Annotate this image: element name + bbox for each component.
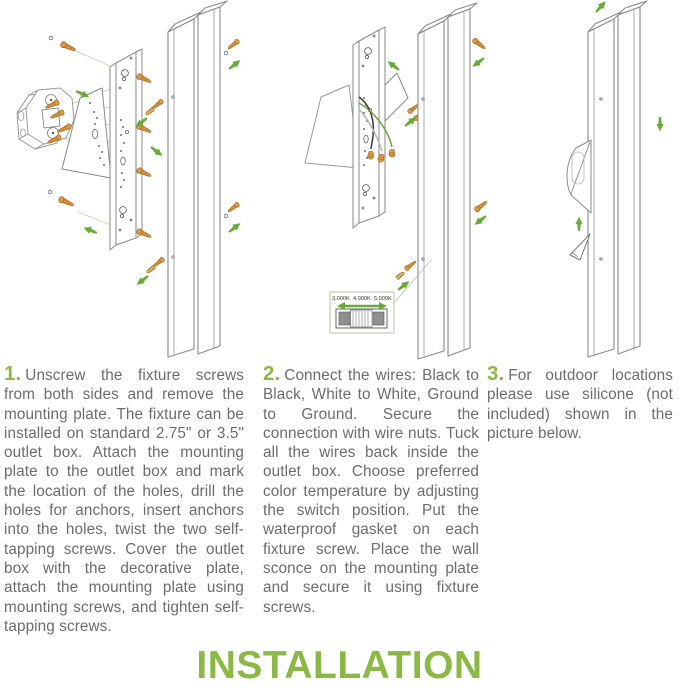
washer-marker (224, 214, 228, 218)
silicone-tube (570, 234, 590, 260)
arrow-icon (385, 58, 401, 73)
screw-icon (136, 228, 152, 240)
step-2-instructions (263, 364, 479, 617)
wall-sconce-fixture (418, 3, 477, 359)
wall-sconce-fixture (588, 1, 647, 357)
step-1-number: 1. (4, 362, 22, 385)
step-3-number: 3. (487, 362, 505, 385)
decorative-plate (305, 85, 359, 168)
step-1-illustration (0, 0, 250, 362)
arrow-icon (227, 220, 243, 235)
anchor-icon (146, 265, 156, 274)
gasket-screws (470, 37, 488, 227)
fixture-hole (422, 98, 424, 100)
washer-marker (224, 51, 228, 55)
fixture-hole (422, 258, 424, 260)
screw-icon (404, 259, 418, 271)
arrow-icon (134, 273, 150, 288)
arrow-icon (149, 144, 165, 159)
switch-label-3000k: 3,000K (332, 296, 350, 302)
arrow-icon (227, 57, 243, 72)
screw-icon (472, 37, 487, 50)
arrow-icon (593, 0, 608, 14)
switch-label-5000k: 5,000K (374, 296, 392, 302)
fixture-screws-right (224, 39, 242, 235)
color-temp-switch-inset (330, 292, 394, 333)
step-1-instructions (4, 364, 244, 636)
step-1-text: Unscrew the fixture screws from both sides and remove the mounting plate. The fixture can be installed on standard 2.75" or 3.5" outlet box. Attach the mounting plate to the outlet box and mark the location of the holes, drill the holes for anchors, insert anchors into the holes, twist the two self-tapping screws. Cover the outlet box with the decorative plate, attach the mounting plate using mounting screws, and tighten self-tapping screws. (4, 367, 244, 635)
fixture-hole (600, 98, 602, 100)
switch-label-4000k: 4,000K (353, 296, 371, 302)
anchor-sets (145, 99, 165, 275)
arrow-icon (82, 224, 98, 236)
arrow-icon (575, 217, 582, 232)
sconce-mount-wedge (567, 140, 591, 213)
outlet-box (17, 88, 74, 149)
step-3-illustration (470, 0, 679, 362)
screw-icon (474, 199, 489, 212)
hole-marker (49, 36, 53, 40)
screw-icon (227, 39, 241, 51)
screw-icon (60, 41, 77, 53)
screw-icon (58, 196, 75, 208)
wall-sconce-fixture (168, 1, 227, 357)
fixture-hole (600, 258, 602, 260)
step-2-number: 2. (263, 362, 281, 385)
step-2-illustration (245, 0, 480, 362)
fixture-hole (172, 256, 174, 258)
step-3-text: For outdoor locations please use silicone (not included) shown in the picture below. (487, 367, 673, 442)
arrow-icon (472, 213, 488, 228)
anchor-icon (145, 107, 155, 116)
page-title: INSTALLATION (196, 644, 483, 687)
mounting-plate (353, 27, 385, 228)
screw-icon (227, 202, 241, 214)
arrow-icon (470, 55, 486, 70)
fixture-hole (172, 96, 174, 98)
step-3-instructions (487, 364, 673, 443)
wire-nut-icon (389, 149, 395, 157)
switch-knob (351, 310, 373, 327)
anchor-icon (396, 271, 406, 280)
step-2-text: Connect the wires: Black to Black, White to White, Ground to Ground. Secure the connection with wire nuts. Tuck all the wires back inside the outlet box. Choose preferred color temperature by adjusting the switch position. Put the waterproof gasket on each fixture screw. Place the wall sconce on the mounting plate and secure it using fixture screws. (263, 367, 479, 616)
hole-marker (48, 190, 52, 194)
arrow-icon (656, 117, 663, 132)
